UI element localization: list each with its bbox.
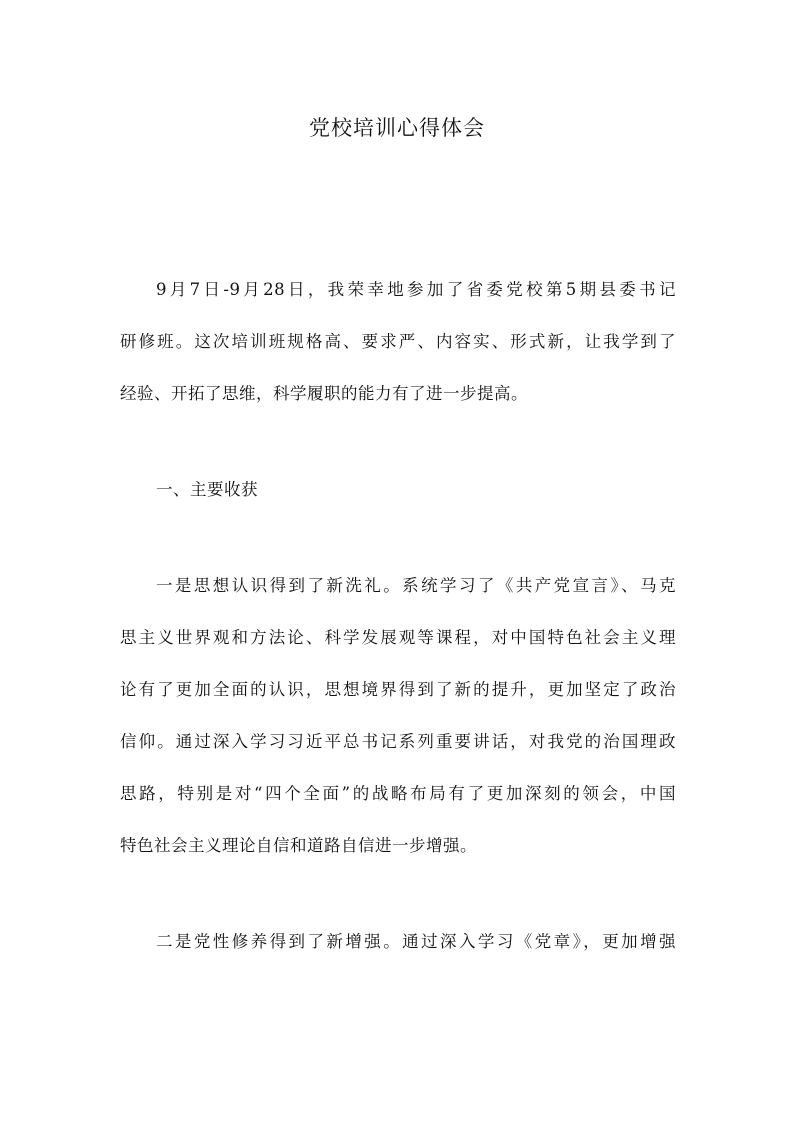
paragraph-gap — [120, 516, 676, 560]
document-body — [120, 264, 676, 968]
para1-line: 特色社会主义理论自信和道路自信进一步增强。 — [120, 836, 477, 855]
para1-line: 论有了更加全面的认识，思想境界得到了新的提升，更加坚定了政治 — [120, 680, 676, 699]
section-heading: 一、主要收获 — [156, 480, 258, 499]
intro-line: 9月7日-9月28日，我荣幸地参加了省委党校第5期县委书记 — [156, 280, 676, 299]
paragraph-gap — [120, 420, 676, 464]
intro-line: 研修班。这次培训班规格高、要求严、内容实、形式新，让我学到了 — [120, 332, 676, 351]
intro-line: 经验、开拓了思维，科学履职的能力有了进一步提高。 — [120, 384, 528, 403]
para1-line: 思路，特别是对“四个全面”的战略布局有了更加深刻的领会，中国 — [120, 784, 676, 803]
para1-line: 信仰。通过深入学习习近平总书记系列重要讲话，对我党的治国理政 — [120, 732, 676, 751]
para1-line: 一是思想认识得到了新洗礼。系统学习了《共产党宣言》、马克 — [156, 576, 676, 595]
para1-line: 思主义世界观和方法论、科学发展观等课程，对中国特色社会主义理 — [120, 628, 676, 647]
para2-line: 二是党性修养得到了新增强。通过深入学习《党章》，更加增强 — [156, 932, 676, 951]
paragraph-gap — [120, 872, 676, 916]
document-title: 党校培训心得体会 — [309, 116, 485, 140]
